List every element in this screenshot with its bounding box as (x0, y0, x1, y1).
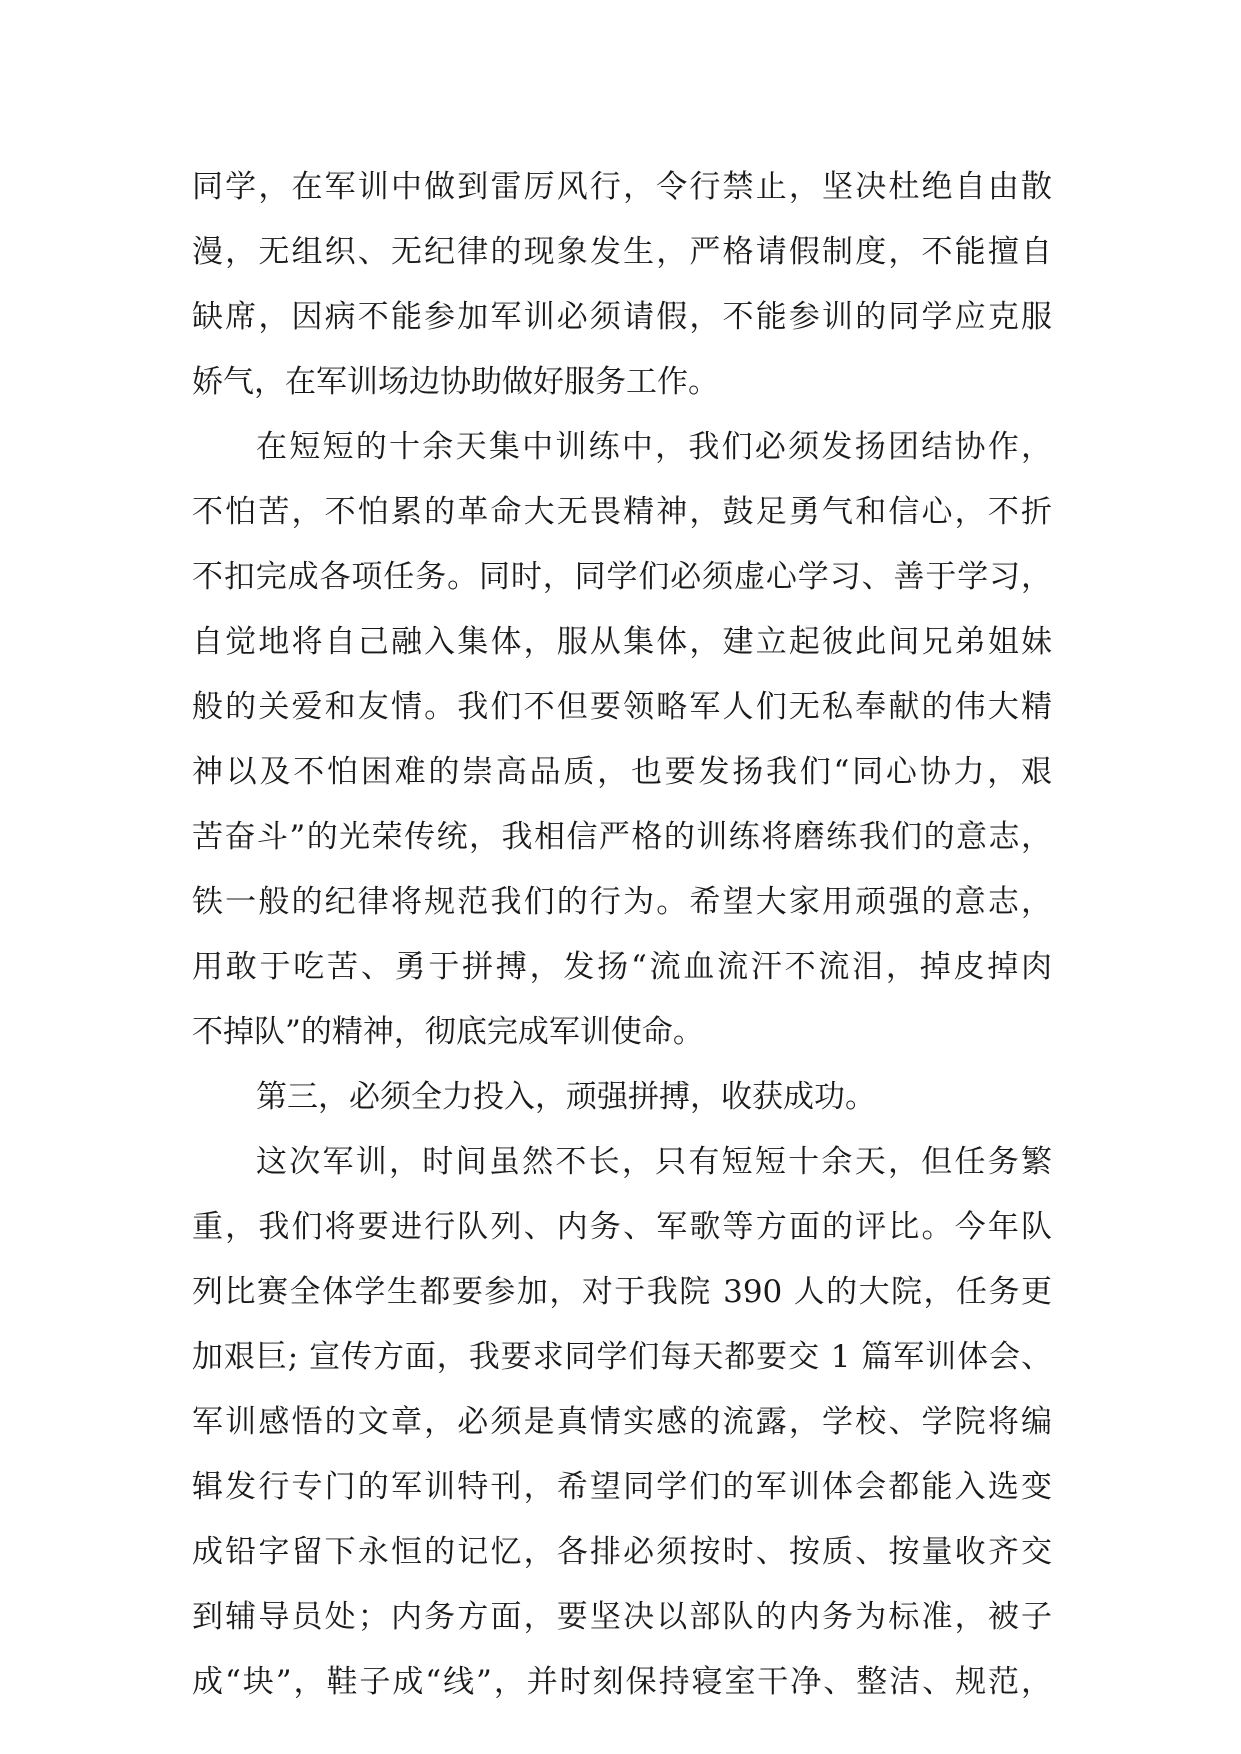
text-line: 同学，在军训中做到雷厉风行，令行禁止，坚决杜绝自由散 (192, 169, 1052, 205)
text-line: 漫，无组织、无纪律的现象发生，严格请假制度，不能擅自 (192, 234, 1052, 270)
text-line: 自觉地将自己融入集体，服从集体，建立起彼此间兄弟姐妹 (192, 624, 1052, 660)
text-line: 加艰巨; 宣传方面，我要求同学们每天都要交 1 篇军训体会、 (192, 1339, 1052, 1375)
text-line: 辑发行专门的军训特刊，希望同学们的军训体会都能入选变 (192, 1469, 1052, 1505)
text-line: 缺席，因病不能参加军训必须请假，不能参训的同学应克服 (192, 299, 1052, 335)
text-line: 在短短的十余天集中训练中，我们必须发扬团结协作， (256, 429, 1052, 465)
text-line: 神以及不怕困难的崇高品质，也要发扬我们“同心协力，艰 (192, 754, 1052, 790)
text-line: 军训感悟的文章，必须是真情实感的流露，学校、学院将编 (192, 1404, 1052, 1440)
text-line: 列比赛全体学生都要参加，对于我院 390 人的大院，任务更 (192, 1274, 1052, 1310)
text-line: 成“块”，鞋子成“线”，并时刻保持寝室干净、整洁、规范， (192, 1664, 1052, 1700)
body-text (192, 155, 1052, 1715)
text-line: 第三，必须全力投入，顽强拼搏，收获成功。 (256, 1079, 876, 1115)
text-line: 铁一般的纪律将规范我们的行为。希望大家用顽强的意志， (192, 884, 1052, 920)
text-line: 这次军训，时间虽然不长，只有短短十余天，但任务繁 (256, 1144, 1052, 1180)
text-line: 成铅字留下永恒的记忆，各排必须按时、按质、按量收齐交 (192, 1534, 1052, 1570)
text-line: 般的关爱和友情。我们不但要领略军人们无私奉献的伟大精 (192, 689, 1052, 725)
text-line: 娇气，在军训场边协助做好服务工作。 (192, 364, 719, 400)
text-line: 重，我们将要进行队列、内务、军歌等方面的评比。今年队 (192, 1209, 1052, 1245)
text-line: 苦奋斗”的光荣传统，我相信严格的训练将磨练我们的意志， (192, 819, 1052, 855)
text-line: 到辅导员处；内务方面，要坚决以部队的内务为标准，被子 (192, 1599, 1052, 1635)
text-line: 不怕苦，不怕累的革命大无畏精神，鼓足勇气和信心，不折 (192, 494, 1052, 530)
text-line: 用敢于吃苦、勇于拼搏，发扬“流血流汗不流泪，掉皮掉肉 (192, 949, 1052, 985)
text-line: 不掉队”的精神，彻底完成军训使命。 (192, 1014, 704, 1050)
text-line: 不扣完成各项任务。同时，同学们必须虚心学习、善于学习， (192, 559, 1052, 595)
